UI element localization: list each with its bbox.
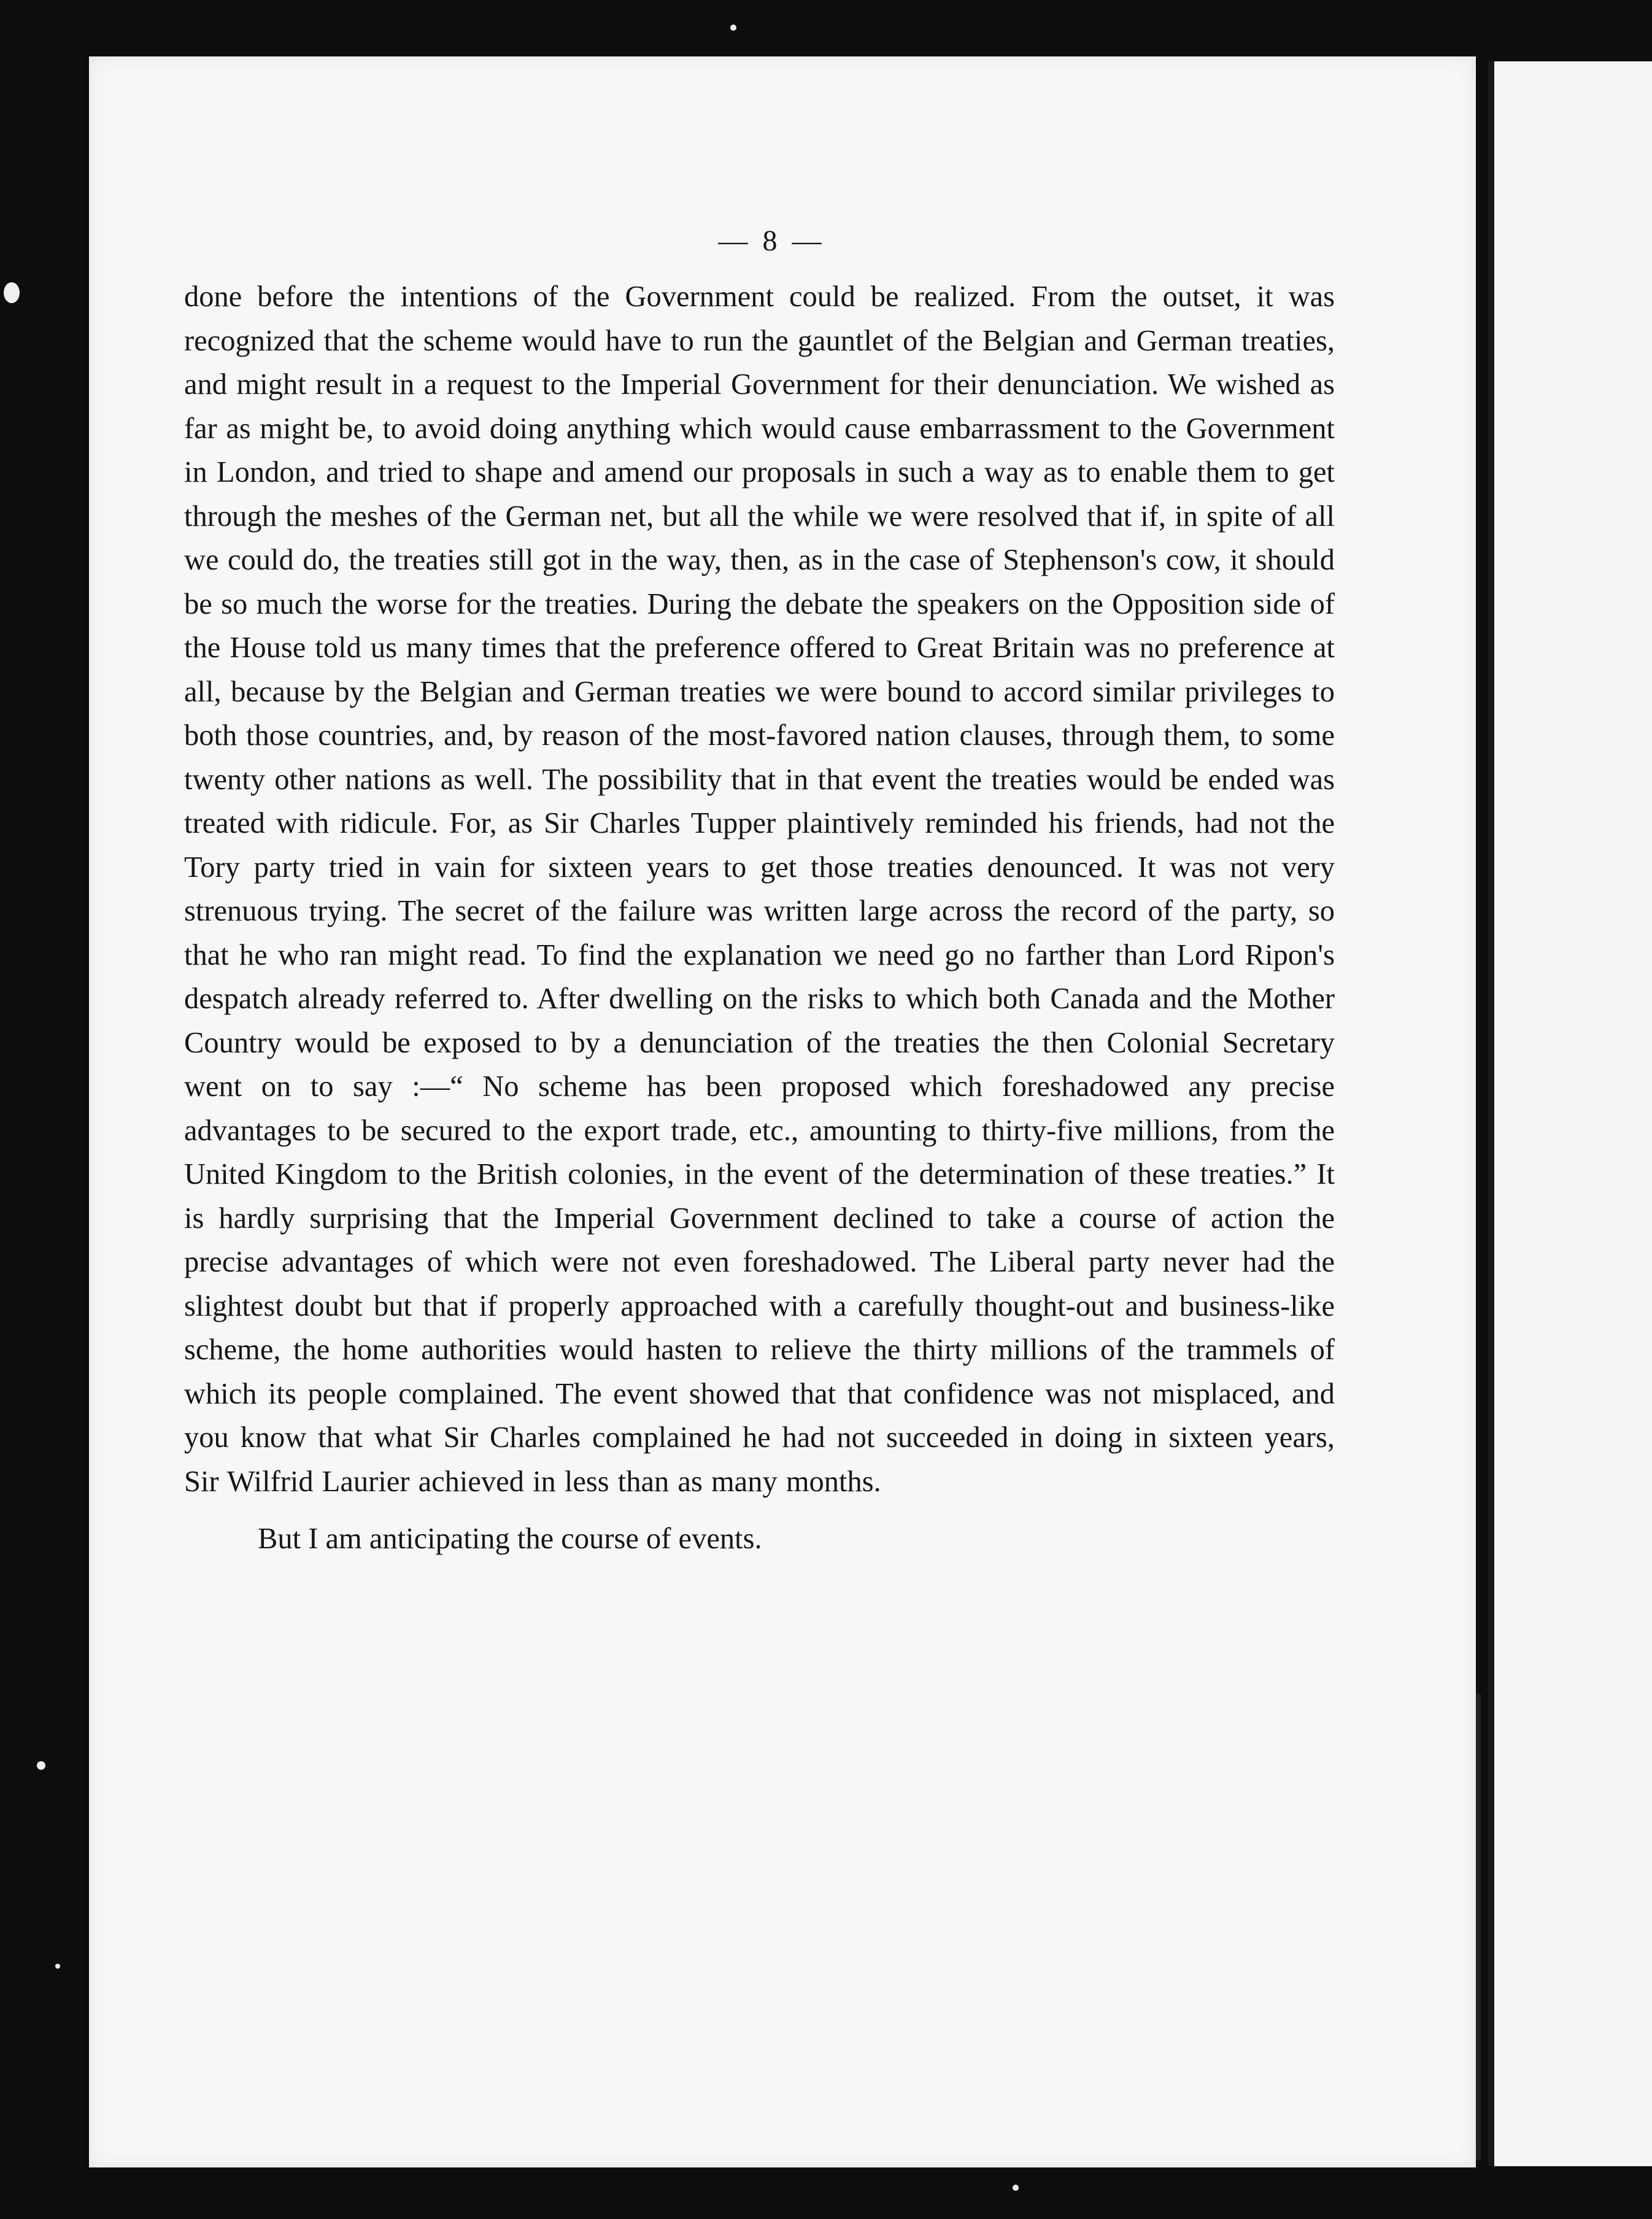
page-fold-shadow	[1476, 1694, 1481, 2160]
scan-speck	[4, 282, 20, 303]
adjacent-page-edge	[1488, 61, 1652, 2166]
page-number: — 8 —	[718, 225, 825, 257]
scan-speck	[1013, 2185, 1019, 2191]
closing-paragraph: But I am anticipating the course of events.	[258, 1522, 762, 1555]
scan-speck	[37, 1761, 45, 1770]
scan-speck	[55, 1964, 60, 1969]
scan-speck	[730, 25, 736, 31]
body-paragraph: done before the intentions of the Government could be realized. From the outset, it was recognized that the scheme would have to run the gauntlet of the Belgian and German treaties, and might result in a request to the Imperial Government for their denunciation. We wished as far as might be, to avoid doing anything which would cause embarrassment to the Government in London, and tried to shape and amend our proposals in such a way as to enable them to get through the meshes of the German net, but all the while we were resolved that if, in spite of all we could do, the treaties still got in the way, then, as in the case of Stephenson's cow, it should be so much the worse for the treaties. During the debate the speakers on the Opposition side of the House told us many times that the preference offered to Great Britain was no preference at all, because by the Belgian and German treaties we were bound to accord similar privileges to both those countries, and, by reason of the most-favored nation clauses, through them, to some twenty other nations as well. The possibility that in that event the treaties would be ended was treated with ridicule. For, as Sir Charles Tupper plaintively reminded his friends, had not the Tory party tried in vain for sixteen years to get those treaties denounced. It was not very strenuous trying. The secret of the failure was written large across the record of the party, so that he who ran might read. To find the explanation we need go no farther than Lord Ripon's despatch already referred to. After dwelling on the risks to which both Canada and the Mother Country would be exposed to by a denunciation of the treaties the then Colonial Secretary went on to say :—“ No scheme has been proposed which foreshadowed any precise advantages to be secured to the export trade, etc., amounting to thirty-five millions, from the United Kingdom to the British colonies, in the event of the determination of these treaties.” It is hardly surprising that the Imperial Government declined to take a course of action the precise advantages of which were not even foreshadowed. The Liberal party never had the slightest doubt but that if properly approached with a carefully thought-out and business-like scheme, the home authorities would hasten to relieve the thirty millions of the trammels of which its people complained. The event showed that that confidence was not misplaced, and you know that what Sir Charles complained he had not succeeded in doing in sixteen years, Sir Wilfrid Laurier achieved in less than as many months.	[184, 280, 1335, 1498]
page-content	[184, 224, 1335, 1561]
